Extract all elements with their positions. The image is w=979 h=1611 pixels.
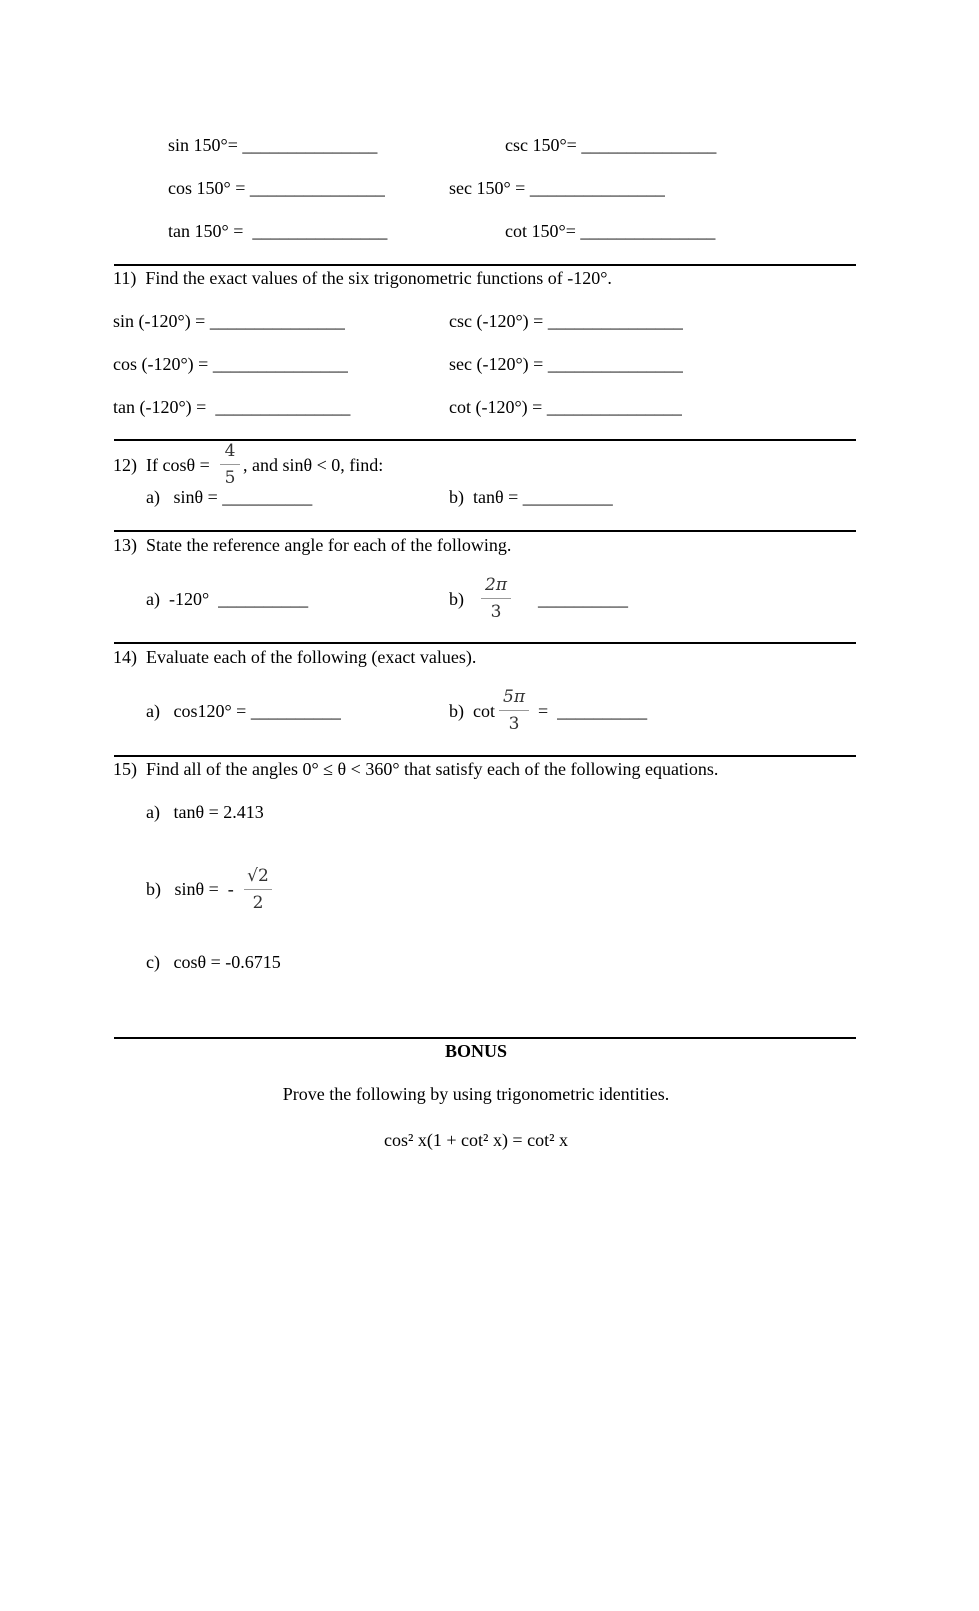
bonus-identity: cos² x(1 + cot² x) = cot² x (384, 1130, 568, 1150)
divider-rule (114, 530, 856, 532)
q14-part-a: a) cos120° = __________ (146, 701, 341, 721)
q13-part-b-label: b) (449, 589, 464, 609)
divider-rule (114, 642, 856, 644)
q11-tan-blank: tan (-120°) = _______________ (113, 397, 351, 417)
q10-tan-blank: tan 150° = _______________ (168, 221, 388, 241)
q10-sec-blank: sec 150° = _______________ (449, 178, 665, 198)
fraction-bar (481, 598, 511, 599)
bonus-title: BONUS (444, 1041, 507, 1061)
q14-part-b-label: b) cot (449, 701, 495, 721)
q15-part-c: c) cosθ = -0.6715 (146, 952, 281, 972)
q15-fraction (243, 866, 273, 913)
fraction-bar (244, 889, 272, 890)
q15-prompt: 15) Find all of the angles 0° ≤ θ < 360° that satisfy each of the following equations. (113, 759, 719, 779)
divider-rule (114, 755, 856, 757)
q12-part-b: b) tanθ = __________ (449, 487, 613, 507)
fraction-denominator: 5 (224, 468, 236, 488)
fraction-denominator: 2 (252, 893, 264, 913)
q13-part-a: a) -120° __________ (146, 589, 309, 609)
fraction-bar (220, 464, 240, 465)
fraction-denominator: 3 (508, 714, 520, 734)
q10-sin-blank: sin 150°= _______________ (168, 135, 378, 155)
q12-prompt-prefix: 12) If cosθ = (113, 455, 210, 475)
q12-fraction (219, 441, 241, 488)
q11-cot-blank: cot (-120°) = _______________ (449, 397, 682, 417)
q12-prompt-suffix: , and sinθ < 0, find: (243, 455, 384, 475)
fraction-numerator: 4 (224, 441, 236, 461)
q11-prompt: 11) Find the exact values of the six trigonometric functions of -120°. (113, 268, 612, 288)
q11-csc-blank: csc (-120°) = _______________ (449, 311, 683, 331)
fraction-numerator: 2π (485, 575, 507, 595)
fraction-numerator: √2 (247, 866, 269, 886)
q15-part-b: b) sinθ = - (146, 879, 234, 899)
fraction-denominator: 3 (490, 602, 502, 622)
q13-part-b-blank: __________ (538, 589, 628, 609)
divider-rule (114, 1037, 856, 1039)
divider-rule (114, 264, 856, 266)
q11-cos-blank: cos (-120°) = _______________ (113, 354, 348, 374)
q10-cot-blank: cot 150°= _______________ (505, 221, 716, 241)
q11-sin-blank: sin (-120°) = _______________ (113, 311, 345, 331)
q12-part-a: a) sinθ = __________ (146, 487, 313, 507)
q13-fraction (480, 575, 512, 622)
q14-prompt: 14) Evaluate each of the following (exact values). (113, 647, 477, 667)
q10-csc-blank: csc 150°= _______________ (505, 135, 717, 155)
q14-fraction (498, 687, 530, 734)
q13-prompt: 13) State the reference angle for each of the following. (113, 535, 512, 555)
q14-part-b-blank: = __________ (538, 701, 648, 721)
q15-part-a: a) tanθ = 2.413 (146, 802, 264, 822)
q11-sec-blank: sec (-120°) = _______________ (449, 354, 683, 374)
fraction-bar (499, 710, 529, 711)
fraction-numerator: 5π (503, 687, 525, 707)
bonus-instruction: Prove the following by using trigonometric identities. (282, 1084, 670, 1104)
q10-cos-blank: cos 150° = _______________ (168, 178, 385, 198)
